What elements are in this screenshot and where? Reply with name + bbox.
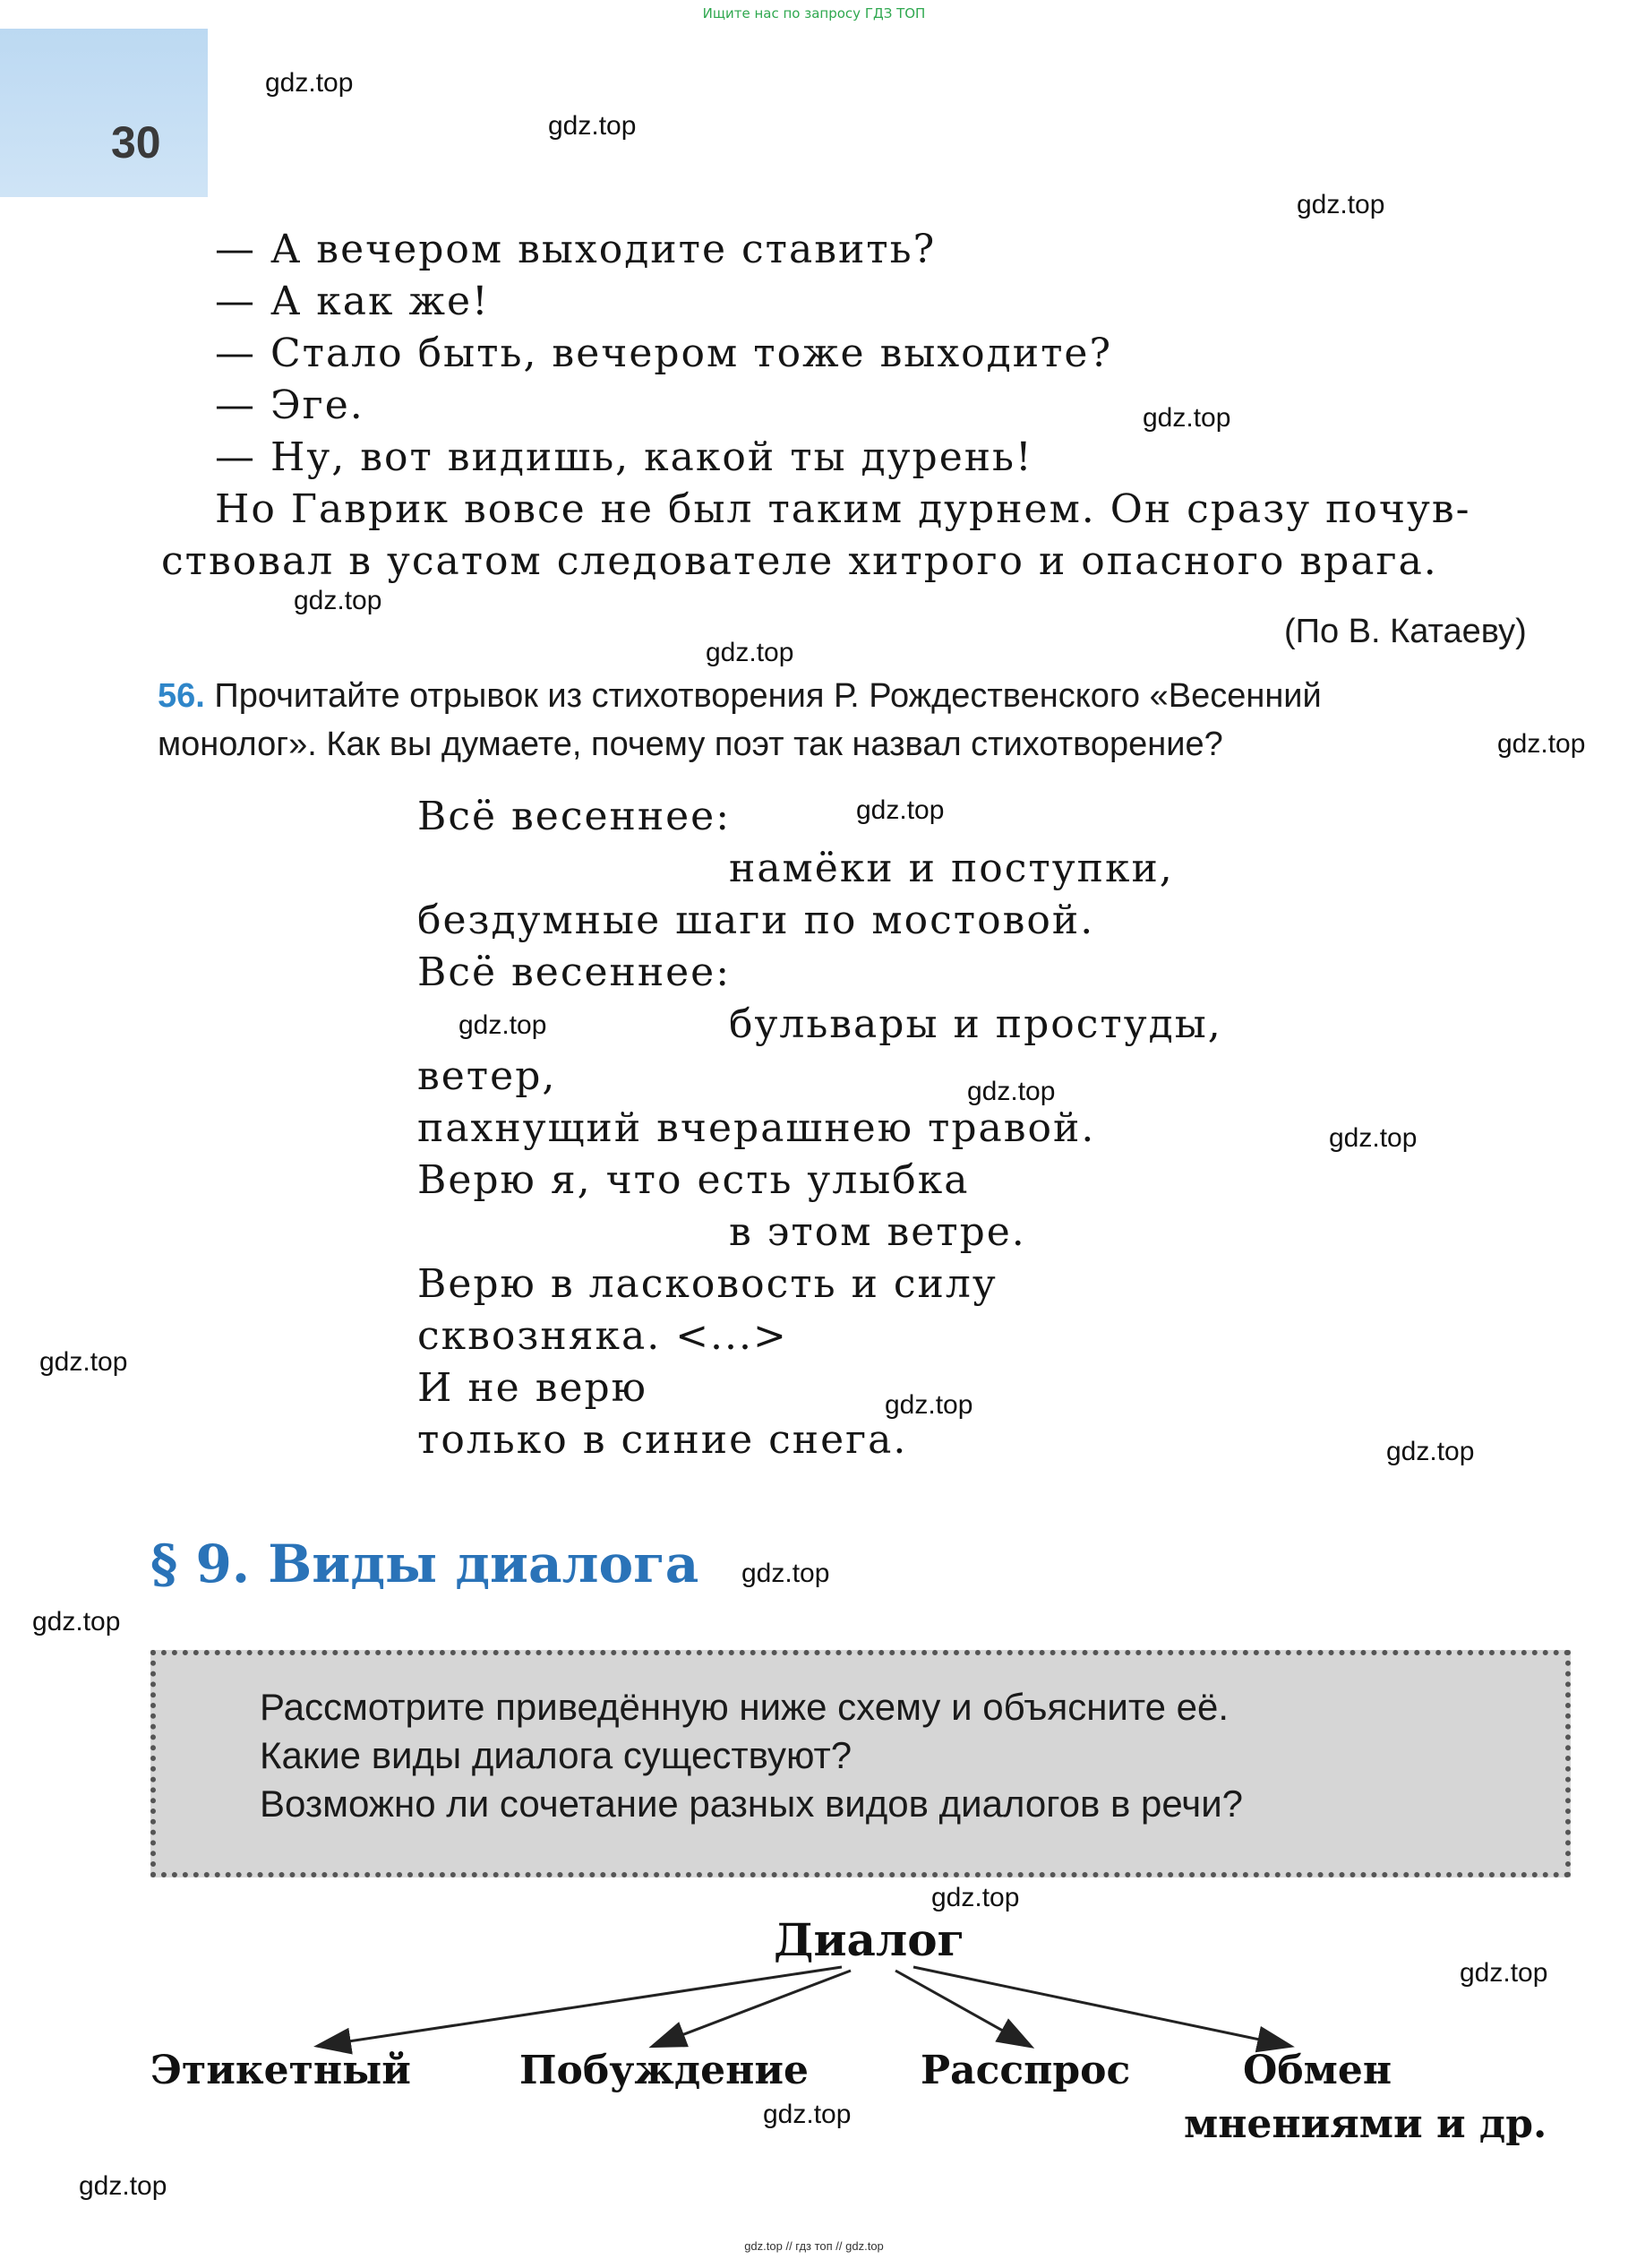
task-line: Какие виды диалога существуют? — [260, 1734, 853, 1776]
arrow-etiket — [319, 1967, 842, 2046]
poem-line: пахнущий вчерашнею травой. — [417, 1105, 1096, 1151]
poem-line: ветер, — [417, 1053, 557, 1099]
scheme-branch: Обмен — [1243, 2048, 1392, 2093]
story-line: Но Гаврик вовсе не был таким дурнем. Он сразу почув- — [215, 486, 1471, 532]
scheme-branch: Этикетный — [150, 2048, 411, 2093]
watermark: gdz.top — [39, 1347, 128, 1377]
watermark: gdz.top — [79, 2171, 167, 2201]
task-line: Рассмотрите приведённую ниже схему и объясните её. — [260, 1686, 1230, 1728]
watermark: gdz.top — [967, 1077, 1056, 1106]
watermark: gdz.top — [706, 638, 794, 667]
watermark: gdz.top — [931, 1883, 1020, 1912]
scheme-root: Диалог — [774, 1913, 965, 1966]
exercise-text-line2: монолог». Как вы думаете, почему поэт так назвал стихотворение? — [158, 726, 1223, 763]
arrow-obmen — [913, 1967, 1290, 2046]
story-line: ствовал в усатом следователе хитрого и опасного врага. — [161, 538, 1438, 584]
task-line: Возможно ли сочетание разных видов диалогов в речи? — [260, 1783, 1244, 1825]
watermark: gdz.top — [763, 2100, 852, 2129]
poem-line: Верю я, что есть улыбка — [417, 1157, 970, 1203]
poem-line: И не верю — [417, 1365, 647, 1411]
story-line: — А вечером выходите ставить? — [215, 227, 937, 272]
watermark: gdz.top — [885, 1390, 973, 1420]
story-line: — А как же! — [215, 279, 490, 324]
watermark: gdz.top — [1329, 1123, 1418, 1153]
watermark: gdz.top — [1297, 190, 1385, 219]
section-number: § 9. — [150, 1533, 251, 1594]
watermark: gdz.top — [458, 1010, 547, 1040]
poem-line: Верю в ласковость и силу — [417, 1261, 998, 1307]
poem-line: намёки и поступки, — [729, 846, 1174, 891]
poem-line: только в синие снега. — [417, 1417, 908, 1463]
poem-line: бульвары и простуды, — [729, 1001, 1222, 1047]
footer-text: gdz.top // гдз топ // gdz.top — [744, 2239, 884, 2253]
attribution: (По В. Катаеву) — [1284, 613, 1527, 650]
section-title: Виды диалога — [268, 1533, 699, 1594]
watermark: gdz.top — [265, 68, 354, 98]
poem-line: бездумные шаги по мостовой. — [417, 898, 1095, 943]
watermark: gdz.top — [1386, 1437, 1475, 1466]
watermark: gdz.top — [1460, 1958, 1548, 1988]
watermark: gdz.top — [856, 795, 945, 825]
watermark: gdz.top — [32, 1607, 121, 1637]
scheme-branch-line2: мнениями и др. — [1184, 2101, 1547, 2147]
watermark: gdz.top — [1143, 403, 1231, 433]
exercise-number: 56. — [158, 677, 205, 715]
poem-line: сквозняка. <...> — [417, 1313, 788, 1359]
scheme-branch: Расспрос — [921, 2048, 1131, 2093]
story-line: — Стало быть, вечером тоже выходите? — [215, 331, 1113, 376]
poem-line: Всё весеннее: — [417, 794, 732, 839]
watermark: gdz.top — [294, 586, 382, 615]
poem-line: в этом ветре. — [729, 1209, 1026, 1255]
story-line: — Эге. — [215, 382, 364, 428]
poem-line: Всё весеннее: — [417, 949, 732, 995]
scheme-branch: Побуждение — [519, 2048, 809, 2093]
story-line: — Ну, вот видишь, какой ты дурень! — [215, 434, 1033, 480]
watermark: gdz.top — [741, 1559, 830, 1588]
arrow-rassprос — [895, 1971, 1030, 2046]
arrow-pobuzhdenie — [654, 1971, 851, 2046]
watermark: gdz.top — [1497, 729, 1586, 759]
top-banner: Ищите нас по запросу ГДЗ ТОП — [702, 5, 926, 21]
watermark: gdz.top — [548, 111, 637, 141]
page-number: 30 — [111, 117, 161, 168]
exercise-text-line1: Прочитайте отрывок из стихотворения Р. Рождественского «Весенний — [214, 677, 1322, 715]
